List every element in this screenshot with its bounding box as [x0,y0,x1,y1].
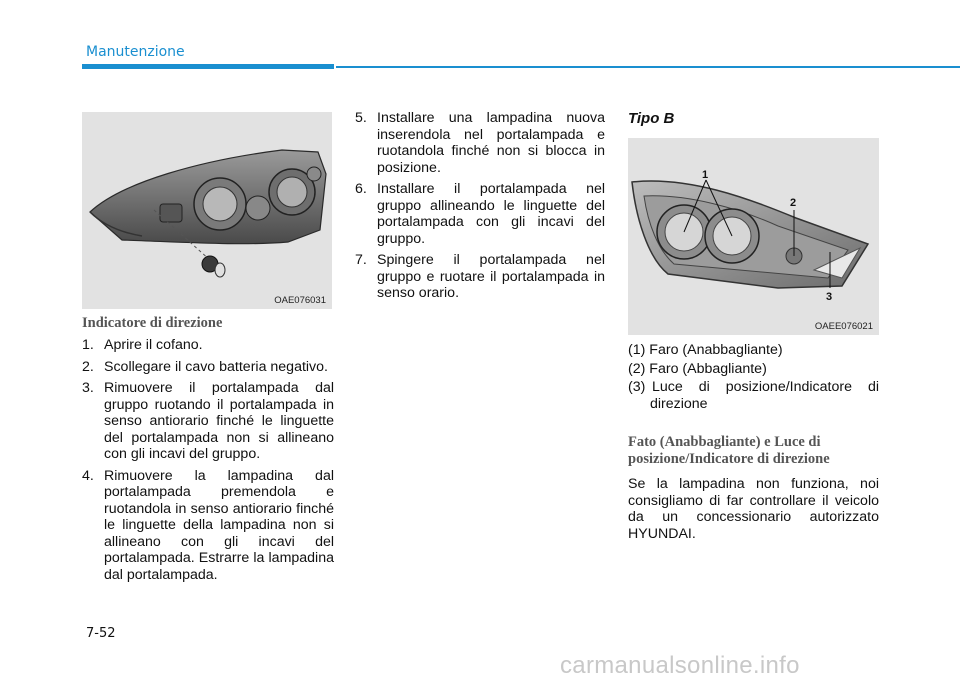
figure-code-left: OAE076031 [274,295,326,306]
headlamp-front-illustration [628,138,879,335]
steps-list-left [82,337,334,583]
service-paragraph: Se la lampadina non funziona, noi consigliamo di far controllare il veicolo da un concessionario autorizzato HYUNDAI. [628,476,879,542]
type-b-heading: Tipo B [628,110,675,127]
page-number: 7-52 [86,626,116,641]
callout-2: 2 [790,197,797,209]
left-column [82,315,334,588]
right-column [628,342,879,542]
headlamp-front-figure [628,138,879,335]
steps-list-middle [355,110,605,302]
list-item: (2) Faro (Abbagliante) [628,360,767,377]
headlamp-rear-figure [82,112,332,309]
callout-1: 1 [702,169,709,181]
header-rule-thin [336,66,960,68]
watermark: carmanualsonline.info [560,652,800,679]
callout-3: 3 [826,291,833,303]
list-item: (3) Luce di posizione/Indicatore di direzione [628,379,879,412]
list-item: 2. Scollegare il cavo batteria negativo. [82,358,328,375]
section-title: Manutenzione [86,44,185,60]
bulb-heading: Fato (Anabbagliante) e Luce di posizione/Indicatore di direzione [628,434,830,467]
list-item: 3. Rimuovere il portalampada dal gruppo ruotando il portalampada in senso antiorario finché le linguette del portalampada non si allineano con gli incavi del gruppo. [82,380,334,462]
list-item: 1. Aprire il cofano. [82,337,203,353]
list-item: 7. Spingere il portalampada nel gruppo e ruotare il portalampada in senso orario. [355,252,605,301]
list-item: 5. Installare una lampadina nuova inserendola nel portalampada e ruotandola finché non si blocca in posizione. [355,110,605,176]
header-rule-thick [82,64,334,69]
parts-list [628,342,879,412]
list-item: (1) Faro (Anabbagliante) [628,342,783,358]
middle-column [355,110,605,307]
turn-signal-heading: Indicatore di direzione [82,315,223,331]
list-item: 6. Installare il portalampada nel gruppo allineando le linguette del portalampada con gli incavi del gruppo. [355,181,605,247]
figure-code-right: OAEE076021 [814,321,873,332]
bulb-socket-icon [202,256,225,277]
list-item: 4. Rimuovere la lampadina dal portalampada premendola e ruotandola in senso antiorario finché le linguette della lampadina non si allineano con gli incavi del portalampada. Estrarre la lampadina dal portalampada. [82,467,334,583]
headlamp-assembly-rear-illustration [82,112,332,309]
